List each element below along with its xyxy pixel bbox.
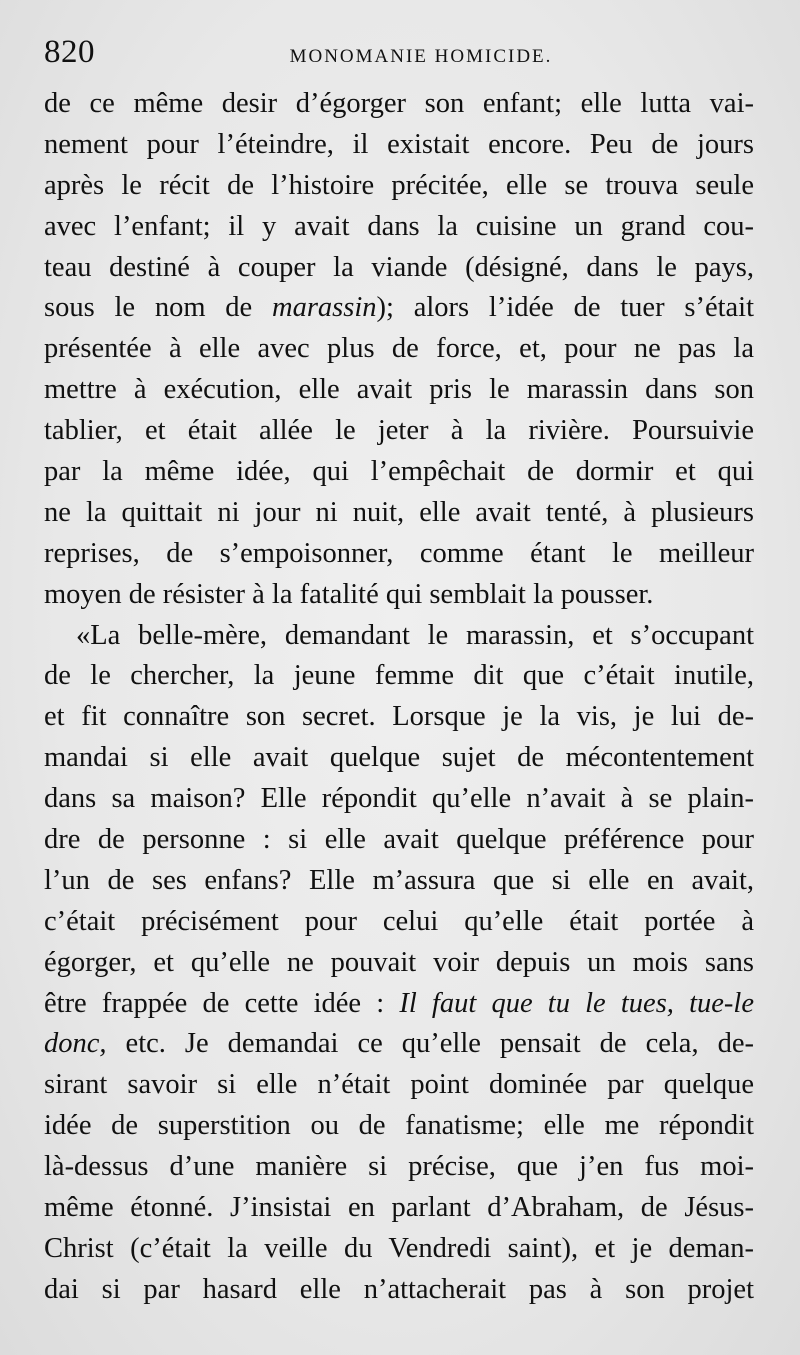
text-line: Christ (c’était la veille du Vendredi saint), et je deman- [44,1232,754,1264]
text-line: dre de personne : si elle avait quelque préférence pour [44,824,754,856]
text-line: l’un de ses enfans? Elle m’assura que si elle en avait, [44,864,754,896]
text-line: ne la quittait ni jour ni nuit, elle avait tenté, à plusieurs [44,496,754,528]
page-header [44,34,760,74]
text-line [44,288,754,329]
text-line: mettre à exécution, elle avait pris le marassin dans son [44,374,754,406]
text-segment: sous le nom de [44,292,272,324]
page-number: 820 [44,34,95,70]
text-line: de le chercher, la jeune femme dit que c’était inutile, [44,660,754,692]
text-line: présentée à elle avec plus de force, et, pour ne pas la [44,333,754,365]
text-line: «La belle-mère, demandant le marassin, et s’occupant [76,619,754,651]
running-head: MONOMANIE HOMICIDE. [289,46,553,67]
text-line: là-dessus d’une manière si précise, que j’en fus moi- [44,1151,754,1183]
text-line: c’était précisément pour celui qu’elle était portée à [44,905,754,937]
italic-term: marassin [271,292,377,324]
body-text [44,84,754,1311]
text-line: mandai si elle avait quelque sujet de mécontentement [44,742,754,774]
text-segment: être frappée de cette idée : [44,987,400,1019]
text-line: même étonné. J’insistai en parlant d’Abraham, de Jésus- [44,1192,754,1224]
text-line: de ce même desir d’égorger son enfant; elle lutta vai- [44,88,754,119]
text-segment: etc. Je demandai ce qu’elle pensait de cela, de- [106,1028,754,1060]
text-line: égorger, et qu’elle ne pouvait voir depuis un mois sans [44,946,754,978]
text-segment: ); alors l’idée de tuer s’était [376,292,754,324]
text-line: tablier, et était allée le jeter à la rivière. Poursuivie [44,415,754,447]
text-line [44,1024,754,1065]
text-line: par la même idée, qui l’empêchait de dormir et qui [44,456,754,488]
text-line: après le récit de l’histoire précitée, elle se trouva seule [44,169,754,201]
text-line: dai si par hasard elle n’attacherait pas à son projet [44,1273,754,1305]
text-line: idée de superstition ou de fanatisme; elle me répondit [44,1110,754,1142]
text-line: moyen de résister à la fatalité qui semblait la pousser. [44,578,654,610]
text-line: reprises, de s’empoisonner, comme étant le meilleur [44,537,754,569]
italic-quote: Il faut que tu le tues, tue-le [399,987,754,1019]
text-line: et fit connaître son secret. Lorsque je la vis, je lui de- [44,701,754,733]
text-line: nement pour l’éteindre, il existait encore. Peu de jours [44,128,754,160]
text-line [44,984,754,1025]
text-line: sirant savoir si elle n’était point dominée par quelque [44,1069,754,1101]
text-line: teau destiné à couper la viande (désigné, dans le pays, [44,251,754,283]
text-line: avec l’enfant; il y avait dans la cuisine un grand cou- [44,210,754,242]
italic-quote: donc, [44,1028,107,1060]
text-line: dans sa maison? Elle répondit qu’elle n’avait à se plain- [44,783,754,815]
